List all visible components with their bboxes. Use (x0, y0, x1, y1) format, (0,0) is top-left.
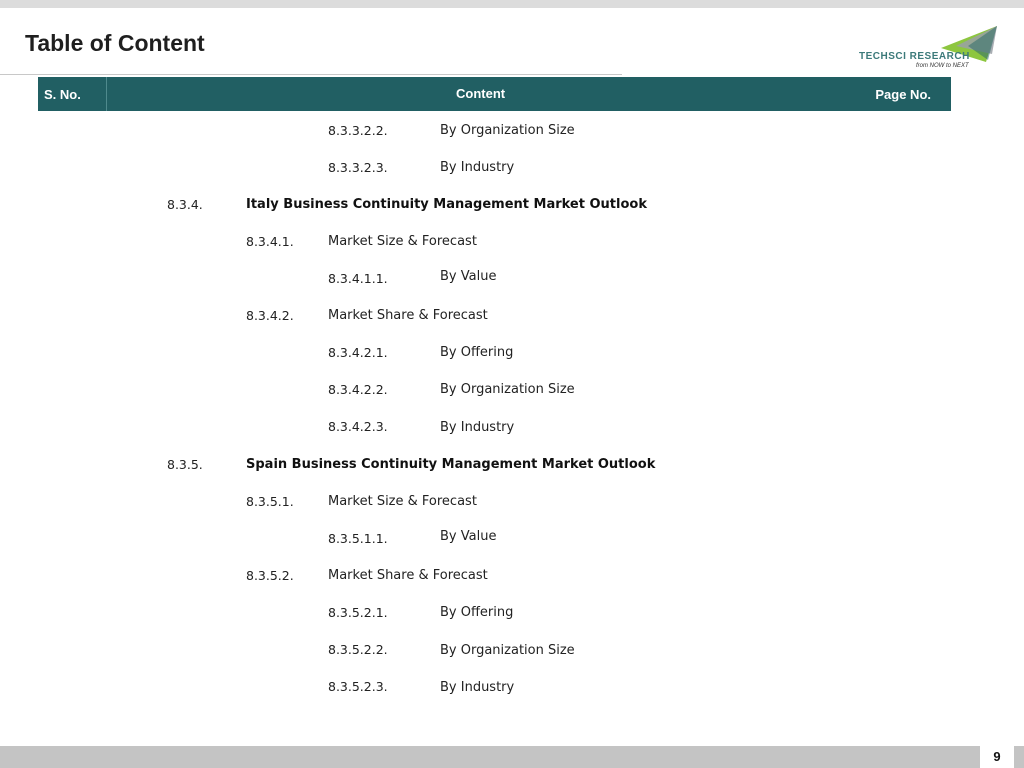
toc-number: 8.3.5.2. (246, 568, 294, 583)
toc-text: By Industry (440, 420, 515, 435)
toc-text: By Industry (440, 680, 515, 695)
toc-number: 8.3.5.2.3. (328, 679, 388, 694)
toc-number: 8.3.3.2.3. (328, 160, 388, 175)
toc-header (38, 77, 951, 111)
toc-section-heading: Spain Business Continuity Management Market Outlook (246, 457, 656, 472)
toc-text: Market Share & Forecast (328, 568, 488, 583)
title-divider (0, 74, 622, 75)
top-bar (0, 0, 1024, 8)
techsci-logo (856, 24, 1001, 74)
logo-tagline: from NOW to NEXT (916, 63, 969, 69)
header-page-no: Page No. (875, 87, 931, 102)
header-divider (106, 77, 107, 111)
toc-text: By Organization Size (440, 643, 575, 658)
toc-section-heading: Italy Business Continuity Management Market Outlook (246, 197, 647, 212)
logo-wordmark: TECHSCI RESEARCH (859, 51, 970, 62)
toc-number: 8.3.4.2.3. (328, 419, 388, 434)
toc-text: By Value (440, 529, 497, 544)
toc-number: 8.3.4.2.1. (328, 345, 388, 360)
toc-text: By Offering (440, 605, 514, 620)
toc-text: By Offering (440, 345, 514, 360)
toc-number: 8.3.5.2.2. (328, 642, 388, 657)
toc-number: 8.3.3.2.2. (328, 123, 388, 138)
toc-text: Market Size & Forecast (328, 234, 477, 249)
toc-number: 8.3.4. (167, 197, 203, 212)
toc-text: By Industry (440, 160, 515, 175)
toc-text: By Organization Size (440, 382, 575, 397)
toc-text: Market Share & Forecast (328, 308, 488, 323)
toc-text: Market Size & Forecast (328, 494, 477, 509)
header-content: Content (456, 86, 506, 101)
page-title: Table of Content (25, 30, 205, 56)
page-number: 9 (980, 746, 1014, 768)
toc-number: 8.3.4.1. (246, 234, 294, 249)
toc-number: 8.3.5. (167, 457, 203, 472)
toc-text: By Organization Size (440, 123, 575, 138)
toc-number: 8.3.5.2.1. (328, 605, 388, 620)
toc-number: 8.3.5.1.1. (328, 531, 388, 546)
toc-number: 8.3.4.2. (246, 308, 294, 323)
toc-text: By Value (440, 269, 497, 284)
toc-number: 8.3.4.1.1. (328, 271, 388, 286)
toc-number: 8.3.4.2.2. (328, 382, 388, 397)
footer-bar (0, 746, 1024, 768)
toc-number: 8.3.5.1. (246, 494, 294, 509)
header-sno: S. No. (44, 87, 81, 102)
